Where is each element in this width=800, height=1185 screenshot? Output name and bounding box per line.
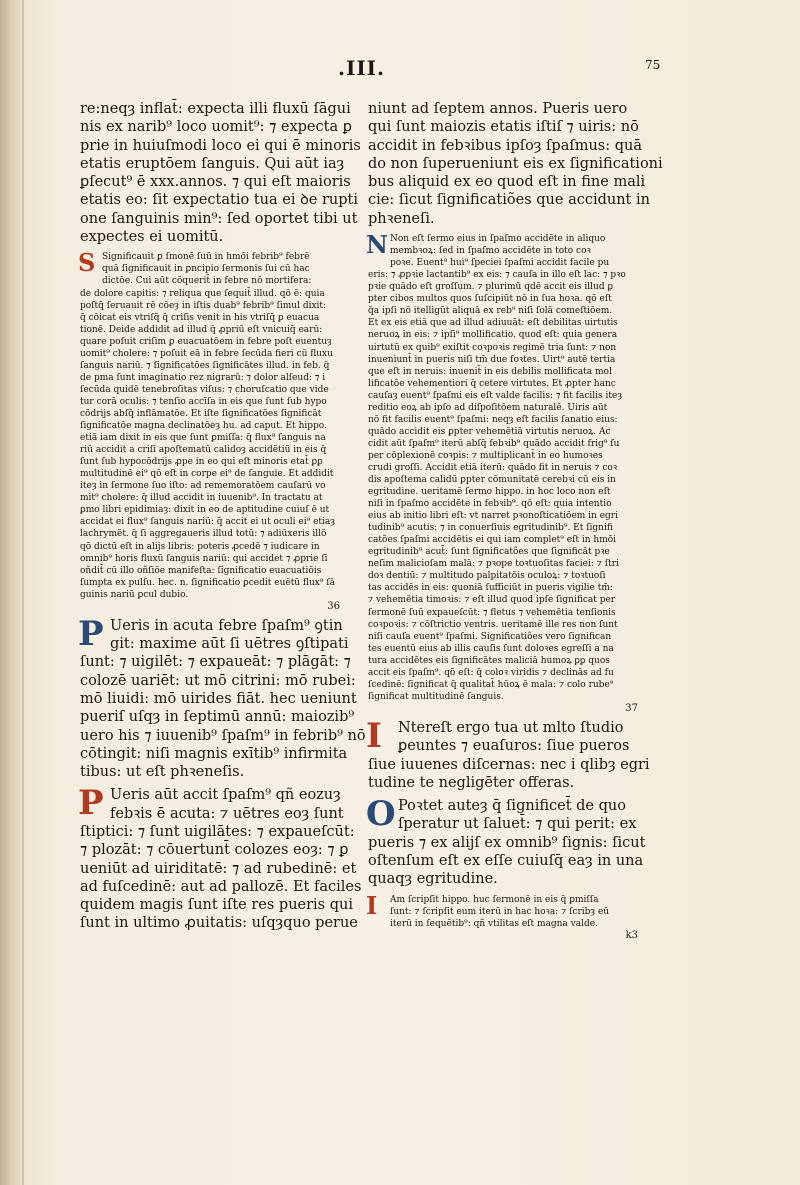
text-line: ſcedinē: ſignificat q̄ qualitat̄ hūoꝝ ē mala: ⁊ colo rube⁹ <box>368 679 614 690</box>
text-line: niſi in ſpaſmo accidēte in febꝛib⁹. qō eſt: quia intentio <box>368 499 612 510</box>
text-line: mit⁹ cholere: q̄ illud accidit in iuuenib⁹. In tractatu at <box>80 493 323 504</box>
page-number: 75 <box>645 58 661 72</box>
text-line: poſtq̄ ſeruauit rē cōeȝ in iſtis duab⁹ febrib⁹ ſimul dixit: <box>80 300 327 311</box>
text-block <box>368 100 663 228</box>
text-line: tes euentū eius ab illis cauſis ſunt doloꝛes egreſſi a na <box>368 643 614 654</box>
text-block <box>366 715 650 792</box>
text-line: uero his ⁊ iuuenib⁹ ſpaſm⁹ in febrib⁹ nō <box>80 727 366 744</box>
text-line: Am ſcripſit hippo. huc ſermonē in eis q̄ ꝑmiſſa <box>390 894 599 905</box>
text-line: cōdrijs abſq̄ inflāmatōe. Et iſte ſignificatōes ſignificāt <box>80 408 322 419</box>
text-line: ſunt ſub hypocōdrijs ꝓpe in eo qui eſt minoris etat̄ ꝑꝑ <box>80 457 323 468</box>
text-line: per cōplexionē coꝛpis: ⁊ multiplicant̄ in eo humoꝛes <box>368 450 603 461</box>
text-block <box>366 230 650 715</box>
drop-capital: I <box>366 890 378 920</box>
text-line: pueriſ uſqȝ in ſeptimū annū: maiozib⁹ <box>80 709 355 726</box>
text-line: oñdit̄ cū illo oñſiōe manifeſta: ſignificatio euacuatiōis <box>80 565 322 576</box>
text-line: nō fit facilis euent⁹ ſpaſmi: neqȝ eſt facilis ſanatio eius: <box>368 414 618 425</box>
text-line: ⁊ plozāt: ⁊ cōuertunt̄ colozes eoȝ: ⁊ ꝑ <box>80 842 349 859</box>
text-line: pter cibos multos quos ſuſcipiūt nō in ſua hoꝛa. qō eſt <box>368 294 612 305</box>
text-line: quaqȝ egritudine. <box>368 871 498 888</box>
text-line: etatis eruptōem ſanguis. Qui aūt iaȝ <box>80 155 345 172</box>
text-line: ueniūt ad uiriditatē: ⁊ ad rubedinē: et <box>80 860 357 877</box>
text-line: eris: ⁊ ꝓpꝛie lactantib⁹ ex eis: ⁊ cauſa in illo eſt lac: ⁊ pꝛo <box>368 270 626 281</box>
text-line: doꝛ dentiū: ⁊ multitudo palpitatōis oculoꝝ: ⁊ toꝛtuoſi <box>368 571 606 582</box>
text-line: neſim malicioſam malā: ⁊ pꝛope toꝛtuoſitas faciei: ⁊ ſtri <box>368 559 619 570</box>
text-line: colozē uariēt: ut mō citrini: mō rubei: <box>80 672 356 689</box>
text-line: accit eis ſpaſm⁹. qō eſt: q̄ coloꝛ viridis ⁊ declinās ad fu <box>368 667 614 678</box>
text-line: inueniunt̄ in pueris niſi tm̄ due foꝛtes. Uirt⁹ autē tertia <box>368 354 616 365</box>
text-line: ſecūda quidē tenebroſitas viſus: ⁊ choruſcatio que vide <box>80 384 329 395</box>
text-line: accidat ei flux⁹ ſanguis nariū: q̄ accit ei ut oculi ei⁹ etiaȝ <box>80 517 335 528</box>
text-line: ſanguis nariū. ⁊ ſignificatōes ſignificātes illud. in feb. q̄ <box>80 360 330 371</box>
text-line: Non eſt ſermo eius in ſpaſmo accidēte in aliquo <box>390 234 606 245</box>
text-line: qō dictū eſt in alijs libris: poteris ꝓcedē ⁊ iudicare in <box>80 541 320 552</box>
text-line: ſumpta ex pulſu. hec. n. ſignificatio ꝑcedit euētū flux⁹ ſā <box>80 577 336 588</box>
text-line: neruoꝝ in eis: ⁊ ipſi⁹ mollificatio. quod eſt: quia genera <box>368 330 618 341</box>
text-line: pueris ⁊ ex alijſ ex omnib⁹ ſignis: ſicut <box>368 834 646 851</box>
text-line: Significauit ꝑ ſmonē ſuū in hmōi febrib⁹ febrē <box>102 252 310 263</box>
right-text-column <box>366 100 663 1100</box>
text-line: ꝑeuntes ⁊ euaſuros: ſiue pueros <box>398 738 630 755</box>
text-line: catões ſpaſmi accidētis ei qui iam complet⁹ eſt in hmōi <box>368 535 617 546</box>
text-line: prie in huiuſmodi loco ei qui ē minoris <box>80 137 361 154</box>
text-line: egritudinib⁹ acut̄: ſunt ſignificatões que ſignificāt pꝛe <box>368 547 610 558</box>
text-line: tionē. Deide addidit ad illud q̄ ꝓpriū eſt vnicuiq̄ earū: <box>80 324 323 335</box>
text-line: reditio eoꝝ ab ipſo ad diſpoſitōem naturalē. Uiris aūt <box>368 402 608 413</box>
text-line: Ueris in acuta febre ſpaſm⁹ ꝯtin <box>110 617 343 634</box>
text-line: uomit⁹ cholere: ⁊ poſuit eā in febre ſecūda fieri cū fluxu <box>80 348 333 359</box>
text-block <box>80 100 361 246</box>
text-line: quare poſuit criſim ꝑ euacuatōem in febre poſt euentuȝ <box>80 336 332 347</box>
text-line: ſiue iuuenes diſcernas: nec i qlibȝ egri <box>368 756 650 773</box>
text-line: febꝛis ē acuta: ⁊ uētres eoȝ ſunt <box>110 805 344 822</box>
text-line: ſermonē ſuū expaueſcūt: ⁊ fletus ⁊ vehemētia tenſionis <box>368 607 616 618</box>
text-line: nis ex narib⁹ loco uomit⁹: ⁊ expecta ꝑ <box>80 119 352 136</box>
text-line: cie: ſicut ſignificatiões que accidunt in <box>368 192 650 209</box>
section-marker: 37 <box>625 702 638 714</box>
text-line: coꝛpoꝛis: ⁊ cōſtrictio ventris. ueritamē ille res non ſunt <box>368 619 618 630</box>
text-line: que eſt in neruis: inuenit̄ in eis debilis mollificata mol <box>368 366 612 377</box>
text-line: ꝑmo libri epidimiaȝ: dixit in eo de aptitudine cuiuſ ē ut <box>80 505 330 516</box>
text-line: cauſaȝ euent⁹ ſpaſmi eis eſt valde facilis: ⁊ fit facilis iteȝ <box>368 390 623 401</box>
text-line: cōtingit: niſi magnis exītib⁹ infirmita <box>80 745 348 762</box>
text-line: omnib⁹ horis fluxū ſanguis nariū: qui accidet ⁊ ꝓprie ſi <box>80 553 328 564</box>
text-line: git: maxime aūt ſi uētres ꝯſtipati <box>110 636 349 653</box>
text-line: de pma ſunt imaginatio rez nigrarū: ⁊ dolor alſeud: ⁊ i <box>80 372 326 383</box>
text-block <box>78 613 366 782</box>
text-line: tudinib⁹ acutis: ⁊ in conuerſiuis egritudinib⁹. Et ſignifi <box>368 523 613 534</box>
text-line: de dolore capitis: ⁊ reliqua que ſequit̄ illud. qō ē: quia <box>80 288 325 299</box>
text-line: phꝛeneſi. <box>368 210 435 227</box>
text-line: ad fuſcedinē: aut ad pallozē. Et faciles <box>80 878 362 895</box>
text-line: egritudine. ueritamē ſermo hippo. in hoc loco non eſt <box>368 487 611 498</box>
text-line: cidit aūt ſpaſm⁹ iterū abſq̄ febꝛib⁹ quādo accidit frig⁹ ſu <box>368 438 620 449</box>
text-line: iteȝ in ſermone ſuo iſto: ad rememoratōem cauſarū vo <box>80 481 326 492</box>
text-line: quādo accidit eis ꝑpter vehemētiā virtutis neruoꝝ. Ac <box>368 426 611 437</box>
text-line: niſi cauſa euent⁹ ſpaſmi. Significatiões vero ſignifican <box>368 631 612 642</box>
text-line: lificatōe vehementiori q̄ cetere virtutes. Et ꝓpter hanc <box>368 378 616 389</box>
text-line: ſignificatōe magna declinatōeȝ hu. ad caput. Et hippo. <box>80 421 327 432</box>
text-line: niunt ad ſeptem annos. Pueris uero <box>368 101 628 117</box>
drop-capital: P <box>78 613 104 654</box>
text-line: etiā iam dixit in eis que ſunt ꝑmiſſa: q̄ flux⁹ ſanguis na <box>80 433 326 444</box>
text-line: dis apoſtema calidū ꝑpter cōmunitatē cerebꝛi cū eis in <box>368 475 616 486</box>
left-text-column <box>78 100 366 1100</box>
text-line: Ntereſt ergo tua ut mlto ſtudio <box>398 719 624 736</box>
section-marker: k3 <box>625 929 638 941</box>
text-line: quidem magis ſunt iſte res pueris qui <box>80 897 353 914</box>
text-block <box>78 783 362 932</box>
text-block <box>366 890 650 942</box>
text-line: ſtiptici: ⁊ ſunt uigilātes: ⁊ expaueſcūt: <box>80 824 355 840</box>
text-line: tudine te negligēter offeras. <box>368 774 575 791</box>
text-line: ſperatur ut ſaluet̄: ⁊ qui perit: ex <box>398 816 637 833</box>
text-line: bus aliquid ex eo quod eſt in fine mali <box>368 174 646 191</box>
text-line: ſunt in ultimo ꝓuitatis: uſqȝquo perue <box>80 915 358 932</box>
text-line: q̄ cōicat eis vtriſq̄ q̄ criſis venit in his vtriſq̄ ꝑ euacua <box>80 312 320 323</box>
book-binding <box>0 0 22 1185</box>
text-line: expectes ei uomitū. <box>80 229 224 246</box>
text-line: quā ſignificauit in ꝑncipio ſermonis ſui cū hac <box>102 264 310 275</box>
text-line: Poꝛtet auteȝ q̄ ſignificet̄ de quo <box>398 798 626 815</box>
page-edge-shadow <box>22 0 24 1185</box>
text-line: ſignificat multitudinē ſanguis. <box>368 691 504 702</box>
text-line: ſunt: ⁊ ſcripſit eum iterū in hac hoꝛa: ⁊ ſcribȝ eū <box>390 906 610 917</box>
text-line: guinis nariū ꝑcul dubio. <box>80 589 189 600</box>
text-line: Ueris aūt accit ſpaſm⁹ qñ eozuȝ <box>110 787 341 804</box>
text-line: oſtenſum eſt ex eſſe cuiuſq̄ eaȝ in una <box>368 852 644 869</box>
text-line: lachrymēt. q̄ ſi aggregaueris illud totū: ⁊ adiūxeris illō <box>80 529 327 540</box>
text-line: qui ſunt maiozis etatis iſtiſ ⁊ uiris: nō <box>368 119 639 136</box>
text-line: q̄a ipſi nō itelligūt aliquā ex reb⁹ niſi ſolā comeſtiōem. <box>368 306 613 317</box>
text-block <box>78 248 352 612</box>
text-line: tura accidētes eis ſignificātes maliciā humoꝝ ꝑꝑ quos <box>368 655 610 666</box>
text-line: crudi groſſi. Accidit etiā iterū: quādo fit in neruis ⁊ coꝛ <box>368 462 618 473</box>
text-line: ⁊ vehemētia timoꝛis: ⁊ eſt illud quod ipſe ſignificat per <box>368 595 616 606</box>
text-line: ſunt: ⁊ uigilēt: ⁊ expaueāt: ⁊ plāgāt: ⁊ <box>80 654 351 671</box>
text-line: one ſanguinis min⁹: ſed oportet tibi ut <box>80 210 358 227</box>
drop-capital: P <box>78 783 104 824</box>
drop-capital: I <box>366 715 382 756</box>
text-line: tas accidēs in eis: quoniā ſufficiūt in pueris vigilie tm̄: <box>368 583 613 594</box>
text-line: uirtutū ex quib⁹ exiſtit coꝛpoꝛis regimē tria ſunt: ⁊ non <box>368 342 617 353</box>
text-line: accidit in febꝛibus ipſoȝ ſpaſmus: quā <box>368 137 643 154</box>
drop-capital: S <box>78 248 96 278</box>
drop-capital: N <box>366 230 388 260</box>
text-line: ꝑſecut⁹ ē xxx.annos. ⁊ qui eſt maioris <box>80 174 351 191</box>
drop-capital: O <box>366 794 396 835</box>
text-line: pꝛie quādo eſt groſſum. ⁊ plurimū qdē accit eis illud ꝑ <box>368 282 613 293</box>
text-line: dictōe. Cui aūt cōquerit̄ in febre nō mortifera: <box>102 276 312 287</box>
text-line: tur corā oculis: ⁊ tenſio accīſa in eis que ſunt ſub hypo <box>80 396 327 407</box>
text-line: riū accidit a criſi apoſtematū calidoȝ accidētiū in eis q̄ <box>80 445 327 456</box>
text-line: Et ex eis etiā que ad illud adiuuāt: eſt debilitas uirtutis <box>368 318 618 329</box>
text-line: poꝛe. Euent⁹ hui⁹ ſpeciei ſpaſmi accidit facile pu <box>390 258 610 269</box>
text-line: iterū in ſequētib⁹: qñ vtilitas eſt magna valde. <box>390 918 598 929</box>
section-marker: 36 <box>327 600 340 612</box>
text-line: membꝛoꝝ: ſed in ſpaſmo accidēte in toto coꝛ <box>390 246 591 257</box>
text-line: multitudinē ei⁹ qō eſt in corpe ei⁹ de ſanguie. Et addidit <box>80 469 334 480</box>
text-block <box>366 794 650 888</box>
text-line: etatis eo: ſit expectatio tua ei ꝺe rupti <box>80 192 358 209</box>
text-line: eius ab initio libri eſt: vt narret pꝛonoſticatiōem in egri <box>368 511 618 522</box>
text-line: tibus: ut eſt phꝛeneſis. <box>80 764 245 781</box>
text-line: do non ſuperueniunt eis ex ſignificationi <box>368 155 663 172</box>
folio-header: .III. <box>338 56 385 80</box>
text-line: re:neqȝ inflat̄: expecta illi fluxū ſāgui <box>80 101 351 117</box>
text-line: mō liuidi: mō uirides fiāt. hec ueniunt <box>80 690 357 707</box>
